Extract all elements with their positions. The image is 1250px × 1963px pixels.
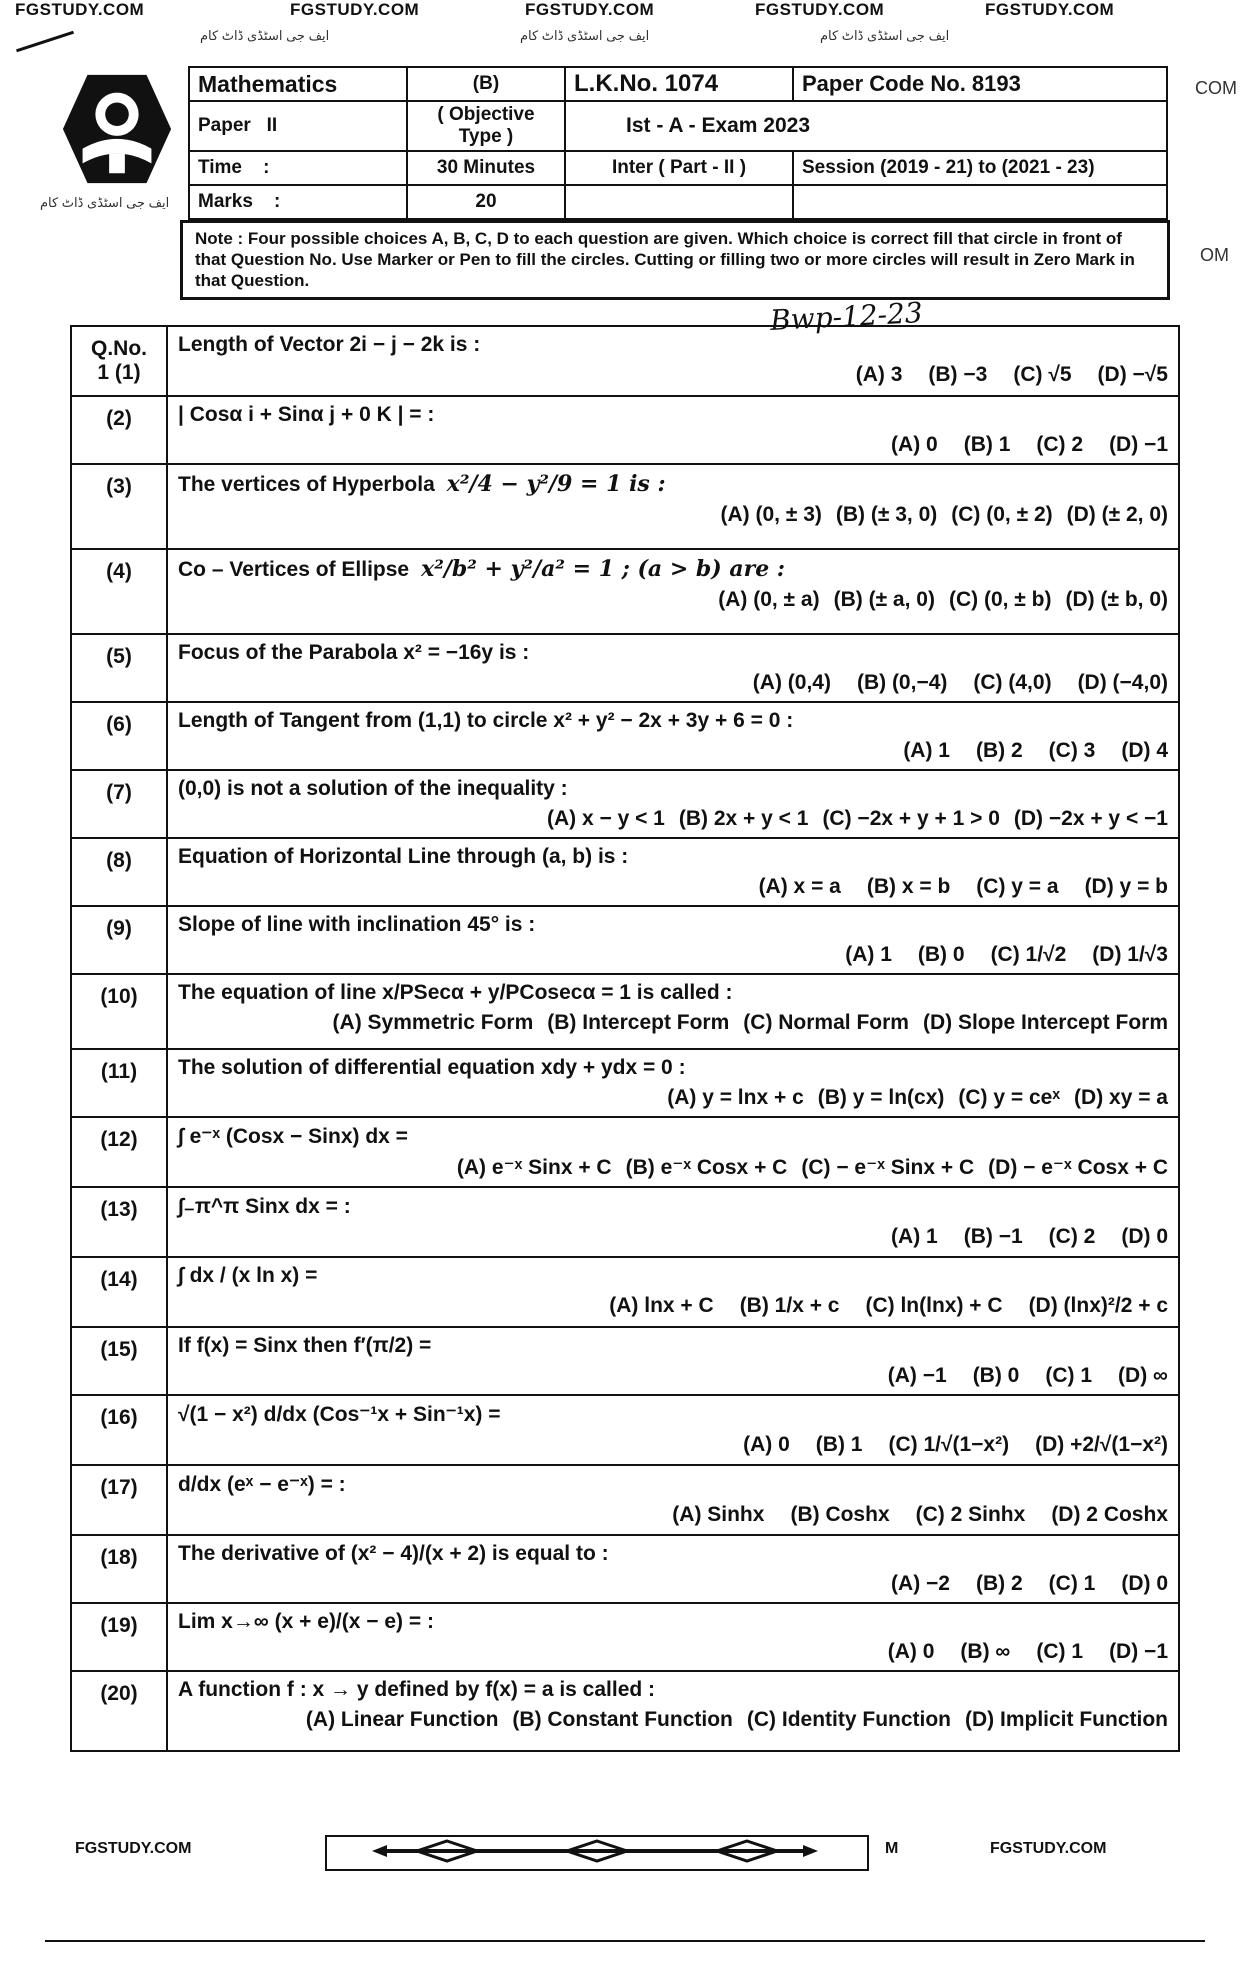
board-logo — [58, 70, 176, 188]
option-b[interactable]: (B) Intercept Form — [547, 1011, 730, 1034]
option-a[interactable]: (A) Sinhx — [672, 1503, 765, 1526]
question-cell — [167, 634, 1179, 702]
option-b[interactable]: (B) 1 — [815, 1433, 863, 1456]
question-text: Focus of the Parabola x² = −16y is : — [178, 641, 530, 664]
option-a[interactable]: (A) (0, ± a) — [718, 588, 820, 611]
question-number — [71, 549, 167, 634]
question-row — [71, 464, 1179, 549]
question-math: x²/4 − y²/9 = 1 is : — [446, 471, 666, 497]
question-no-label: (15) — [100, 1338, 138, 1361]
question-math: x²/b² + y²/a² = 1 ; (a > b) are : — [421, 556, 785, 582]
option-d[interactable]: (D) 2 Coshx — [1051, 1503, 1168, 1526]
question-row — [71, 838, 1179, 906]
question-no-label: (10) — [100, 985, 138, 1008]
marks-colon: : — [274, 191, 281, 212]
question-cell — [167, 1327, 1179, 1395]
option-d[interactable]: (D) ∞ — [1118, 1364, 1168, 1387]
option-c[interactable]: (C) 1/√(1−x²) — [888, 1433, 1010, 1456]
option-d[interactable]: (D) +2/√(1−x²) — [1035, 1433, 1168, 1456]
question-text: d/dx (eˣ − e⁻ˣ) = : — [178, 1473, 346, 1496]
question-no-label: (4) — [106, 560, 132, 583]
question-row — [71, 326, 1179, 396]
session: Session (2019 - 21) to (2021 - 23) — [793, 151, 1167, 185]
subject: Mathematics — [189, 67, 407, 101]
option-a[interactable]: (A) y = lnx + c — [667, 1086, 804, 1109]
option-b[interactable]: (B) Coshx — [790, 1503, 890, 1526]
question-cell — [167, 464, 1179, 549]
pen-mark — [16, 31, 74, 52]
question-no-label: (11) — [100, 1060, 138, 1083]
question-text: ∫ e⁻ˣ (Cosx − Sinx) dx = — [178, 1125, 408, 1148]
question-text: Length of Tangent from (1,1) to circle x² + y² − 2x + 3y + 6 = 0 : — [178, 709, 794, 732]
question-text: ∫₋π^π Sinx dx = : — [178, 1195, 351, 1218]
question-text: A function f : x → y defined by f(x) = a is called : — [178, 1678, 656, 1701]
options-row — [178, 943, 1168, 967]
question-text: If f(x) = Sinx then f′(π/2) = — [178, 1334, 432, 1357]
time-label: Time — [198, 157, 243, 178]
option-d[interactable]: (D) −1 — [1109, 1640, 1168, 1663]
question-cell — [167, 1671, 1179, 1751]
question-row — [71, 549, 1179, 634]
options-row — [178, 1225, 1168, 1249]
option-c[interactable]: (C) 3 — [1048, 739, 1096, 762]
paper-value: II — [266, 115, 278, 136]
options-row — [178, 1011, 1168, 1035]
option-b[interactable]: (B) (0,−4) — [856, 671, 948, 694]
option-d[interactable]: (D) y = b — [1084, 875, 1168, 898]
option-b[interactable]: (B) x = b — [866, 875, 951, 898]
option-a[interactable]: (A) 1 — [845, 943, 892, 966]
option-c[interactable]: (C) y = ceˣ — [958, 1086, 1061, 1109]
question-cell — [167, 1187, 1179, 1257]
options-row — [178, 1294, 1168, 1318]
question-number — [71, 974, 167, 1049]
question-cell — [167, 974, 1179, 1049]
option-a[interactable]: (A) Symmetric Form — [332, 1011, 534, 1034]
question-text: The derivative of (x² − 4)/(x + 2) is equal to : — [178, 1542, 609, 1565]
option-a[interactable]: (A) 1 — [903, 739, 950, 762]
question-number — [71, 1117, 167, 1187]
options-row — [178, 807, 1168, 831]
option-b[interactable]: (B) (± 3, 0) — [835, 503, 938, 526]
question-cell — [167, 702, 1179, 770]
question-row — [71, 702, 1179, 770]
option-d[interactable]: (D) −2x + y < −1 — [1013, 807, 1168, 830]
question-text: Lim x→∞ (x + e)/(x − e) = : — [178, 1610, 434, 1633]
question-no-label: (19) — [100, 1614, 138, 1637]
watermark-text: FGSTUDY.COM — [290, 0, 420, 19]
question-row — [71, 1049, 1179, 1117]
question-number — [71, 1465, 167, 1535]
footer-watermark: FGSTUDY.COM — [75, 1840, 192, 1857]
watermark-urdu: ایف جی اسٹڈی ڈاٹ کام — [520, 28, 650, 43]
option-d[interactable]: (D) xy = a — [1074, 1086, 1168, 1109]
options-row — [178, 1503, 1168, 1527]
question-number — [71, 326, 167, 396]
option-c[interactable]: (C) −2x + y + 1 > 0 — [822, 807, 1000, 830]
option-d[interactable]: (D) 0 — [1121, 1225, 1168, 1248]
question-number — [71, 1603, 167, 1671]
option-a[interactable]: (A) e⁻ˣ Sinx + C — [456, 1156, 612, 1179]
option-b[interactable]: (B) −3 — [928, 363, 988, 386]
option-a[interactable]: (A) 1 — [891, 1225, 938, 1248]
options-row — [178, 588, 1168, 612]
paper-label: Paper — [198, 115, 251, 136]
bottom-rule — [45, 1940, 1205, 1942]
question-text: Equation of Horizontal Line through (a, b) is : — [178, 845, 629, 868]
question-row — [71, 974, 1179, 1049]
options-row — [178, 1572, 1168, 1596]
option-d[interactable]: (D) (lnx)²/2 + c — [1028, 1294, 1168, 1317]
footer-ornament — [325, 1835, 869, 1871]
option-a[interactable]: (A) 3 — [855, 363, 903, 386]
watermark-side: OM — [1200, 245, 1229, 265]
option-c[interactable]: (C) 1/√2 — [990, 943, 1067, 966]
question-text: The vertices of Hyperbola — [178, 473, 435, 496]
option-b[interactable]: (B) 2x + y < 1 — [678, 807, 809, 830]
paper-code: Paper Code No. 8193 — [793, 67, 1167, 101]
question-row — [71, 1535, 1179, 1603]
option-d[interactable]: (D) 0 — [1121, 1572, 1168, 1595]
options-row — [178, 875, 1168, 899]
option-b[interactable]: (B) 2 — [975, 1572, 1023, 1595]
options-row — [178, 739, 1168, 763]
option-d[interactable]: (D) (± 2, 0) — [1066, 503, 1168, 526]
option-b[interactable]: (B) 0 — [917, 943, 965, 966]
options-row — [178, 1364, 1168, 1388]
question-row — [71, 770, 1179, 838]
option-a[interactable]: (A) −2 — [891, 1572, 950, 1595]
watermark-text: FGSTUDY.COM — [525, 0, 655, 19]
question-no-label: (6) — [106, 713, 132, 736]
question-row — [71, 1671, 1179, 1751]
option-c[interactable]: (C) (4,0) — [973, 671, 1052, 694]
question-number — [71, 1257, 167, 1327]
header-table — [188, 66, 1168, 220]
option-c[interactable]: (C) (0, ± b) — [948, 588, 1052, 611]
watermark-text: FGSTUDY.COM — [985, 0, 1115, 19]
option-c[interactable]: (C) − e⁻ˣ Sinx + C — [801, 1156, 975, 1179]
question-text: Co – Vertices of Ellipse — [178, 558, 410, 581]
question-row — [71, 634, 1179, 702]
lk-number: L.K.No. 1074 — [565, 67, 793, 101]
question-cell — [167, 1117, 1179, 1187]
question-number — [71, 1535, 167, 1603]
question-cell — [167, 838, 1179, 906]
footer-watermark: M — [885, 1840, 899, 1857]
option-a[interactable]: (A) (0,4) — [752, 671, 831, 694]
option-c[interactable]: (C) 1 — [1048, 1572, 1096, 1595]
question-text: Slope of line with inclination 45° is : — [178, 913, 536, 936]
watermark-urdu: ایف جی اسٹڈی ڈاٹ کام — [820, 28, 950, 43]
watermark-text: FGSTUDY.COM — [755, 0, 885, 19]
question-number — [71, 906, 167, 974]
option-c[interactable]: (C) (0, ± 2) — [951, 503, 1053, 526]
question-no-label: (7) — [106, 781, 132, 804]
question-row — [71, 396, 1179, 464]
question-number — [71, 634, 167, 702]
instructions-note: Note : Four possible choices A, B, C, D to each question are given. Which choice is correct fill that circle in front of that Question No. Use Marker or Pen to fill the circles. Cutting or filling two or more circles will result in Zero Mark in that Question. — [180, 220, 1170, 300]
question-number — [71, 702, 167, 770]
option-c[interactable]: (C) Identity Function — [746, 1708, 952, 1731]
questions-table — [70, 325, 1180, 1752]
question-row — [71, 1465, 1179, 1535]
question-row — [71, 1395, 1179, 1465]
option-b[interactable]: (B) 1/x + c — [739, 1294, 840, 1317]
question-row — [71, 1187, 1179, 1257]
time-cell — [189, 151, 407, 185]
question-cell — [167, 549, 1179, 634]
question-no-label: (5) — [106, 645, 132, 668]
question-cell — [167, 1395, 1179, 1465]
option-b[interactable]: (B) (± a, 0) — [833, 588, 935, 611]
option-a[interactable]: (A) x − y < 1 — [546, 807, 665, 830]
option-c[interactable]: (C) Normal Form — [743, 1011, 909, 1034]
question-no-label: (13) — [100, 1198, 138, 1221]
options-row — [178, 1708, 1168, 1732]
question-text: ∫ dx / (x ln x) = — [178, 1264, 318, 1287]
options-row — [178, 671, 1168, 695]
option-c[interactable]: (C) 2 — [1048, 1225, 1096, 1248]
watermark-text: FGSTUDY.COM — [15, 0, 145, 19]
handwritten-code: Bwp-12-23 — [769, 296, 924, 337]
question-number — [71, 1187, 167, 1257]
question-text: √(1 − x²) d/dx (Cos⁻¹x + Sin⁻¹x) = — [178, 1403, 501, 1426]
question-text: | Cosα i + Sinα j + 0 K | = : — [178, 403, 435, 426]
objective-type: ( Objective Type ) — [407, 101, 565, 151]
question-no-label: (16) — [100, 1406, 138, 1429]
options-row — [178, 1433, 1168, 1457]
option-c[interactable]: (C) 2 — [1036, 433, 1084, 456]
inter-part: Inter ( Part - II ) — [565, 151, 793, 185]
option-c[interactable]: (C) 1 — [1036, 1640, 1084, 1663]
question-text: The solution of differential equation xdy + ydx = 0 : — [178, 1056, 686, 1079]
question-cell — [167, 1603, 1179, 1671]
option-d[interactable]: (D) −√5 — [1097, 363, 1168, 386]
option-d[interactable]: (D) 1/√3 — [1092, 943, 1168, 966]
question-cell — [167, 326, 1179, 396]
watermark-urdu: ایف جی اسٹڈی ڈاٹ کام — [40, 195, 170, 210]
question-cell — [167, 396, 1179, 464]
option-a[interactable]: (A) lnx + C — [609, 1294, 714, 1317]
option-d[interactable]: (D) Implicit Function — [965, 1708, 1168, 1731]
marks-value: 20 — [407, 185, 565, 219]
option-a[interactable]: (A) (0, ± 3) — [720, 503, 822, 526]
question-number — [71, 1671, 167, 1751]
question-row — [71, 1117, 1179, 1187]
question-cell — [167, 1257, 1179, 1327]
question-no-label: (2) — [106, 407, 132, 430]
qno-header: Q.No. — [91, 337, 147, 360]
ornament-icon — [327, 1837, 863, 1865]
time-value: 30 Minutes — [407, 151, 565, 185]
question-no-label: (9) — [106, 917, 132, 940]
marks-label: Marks — [198, 191, 253, 212]
option-c[interactable]: (C) 1 — [1045, 1364, 1093, 1387]
option-a[interactable]: (A) Linear Function — [305, 1708, 499, 1731]
question-cell — [167, 1465, 1179, 1535]
question-text: Length of Vector 2i − j − 2k is : — [178, 333, 481, 356]
question-no-label: (3) — [106, 475, 132, 498]
exam-title: Ist - A - Exam 2023 — [565, 101, 1167, 151]
option-d[interactable]: (D) Slope Intercept Form — [922, 1011, 1168, 1034]
question-text: (0,0) is not a solution of the inequality : — [178, 777, 568, 800]
option-a[interactable]: (A) 0 — [743, 1433, 790, 1456]
question-number — [71, 1049, 167, 1117]
option-d[interactable]: (D) − e⁻ˣ Cosx + C — [988, 1156, 1168, 1179]
option-b[interactable]: (B) −1 — [963, 1225, 1023, 1248]
option-b[interactable]: (B) e⁻ˣ Cosx + C — [625, 1156, 788, 1179]
option-b[interactable]: (B) Constant Function — [512, 1708, 733, 1731]
question-text: The equation of line x/PSecα + y/PCosecα = 1 is called : — [178, 981, 733, 1004]
option-c[interactable]: (C) y = a — [976, 875, 1059, 898]
option-c[interactable]: (C) 2 Sinhx — [915, 1503, 1026, 1526]
question-cell — [167, 1535, 1179, 1603]
question-no-label: (14) — [100, 1268, 138, 1291]
option-a[interactable]: (A) −1 — [887, 1364, 947, 1387]
group: (B) — [407, 67, 565, 101]
options-row — [178, 1086, 1168, 1110]
option-d[interactable]: (D) −1 — [1109, 433, 1168, 456]
options-row — [178, 1155, 1168, 1180]
option-d[interactable]: (D) (−4,0) — [1077, 671, 1168, 694]
marks-cell — [189, 185, 407, 219]
options-row — [178, 503, 1168, 527]
watermark-urdu: ایف جی اسٹڈی ڈاٹ کام — [200, 28, 330, 43]
option-b[interactable]: (B) 2 — [975, 739, 1023, 762]
option-b[interactable]: (B) y = ln(cx) — [817, 1086, 945, 1109]
question-row — [71, 1327, 1179, 1395]
options-row — [178, 433, 1168, 457]
question-no-label: (8) — [106, 849, 132, 872]
question-cell — [167, 770, 1179, 838]
option-c[interactable]: (C) √5 — [1013, 363, 1072, 386]
option-d[interactable]: (D) (± b, 0) — [1065, 588, 1168, 611]
question-no-label: (12) — [100, 1128, 138, 1151]
question-number — [71, 1395, 167, 1465]
option-a[interactable]: (A) 0 — [891, 433, 938, 456]
time-colon: : — [263, 157, 270, 178]
question-cell — [167, 906, 1179, 974]
question-number — [71, 838, 167, 906]
option-b[interactable]: (B) 1 — [963, 433, 1011, 456]
options-row — [178, 1640, 1168, 1664]
option-a[interactable]: (A) x = a — [758, 875, 841, 898]
option-c[interactable]: (C) ln(lnx) + C — [865, 1294, 1003, 1317]
question-no-label: (18) — [100, 1546, 138, 1569]
options-row — [178, 363, 1168, 387]
option-b[interactable]: (B) 0 — [972, 1364, 1020, 1387]
question-row — [71, 1603, 1179, 1671]
question-no-label: 1 (1) — [97, 361, 141, 384]
question-no-label: (20) — [100, 1682, 138, 1705]
paper-cell — [189, 101, 407, 151]
option-a[interactable]: (A) 0 — [887, 1640, 935, 1663]
question-row — [71, 1257, 1179, 1327]
question-number — [71, 464, 167, 549]
option-b[interactable]: (B) ∞ — [960, 1640, 1011, 1663]
question-number — [71, 396, 167, 464]
question-cell — [167, 1049, 1179, 1117]
footer-watermark: FGSTUDY.COM — [990, 1840, 1107, 1857]
watermark-side: COM — [1195, 78, 1237, 98]
question-row — [71, 906, 1179, 974]
question-number — [71, 1327, 167, 1395]
question-number — [71, 770, 167, 838]
question-no-label: (17) — [100, 1476, 138, 1499]
option-d[interactable]: (D) 4 — [1121, 739, 1168, 762]
